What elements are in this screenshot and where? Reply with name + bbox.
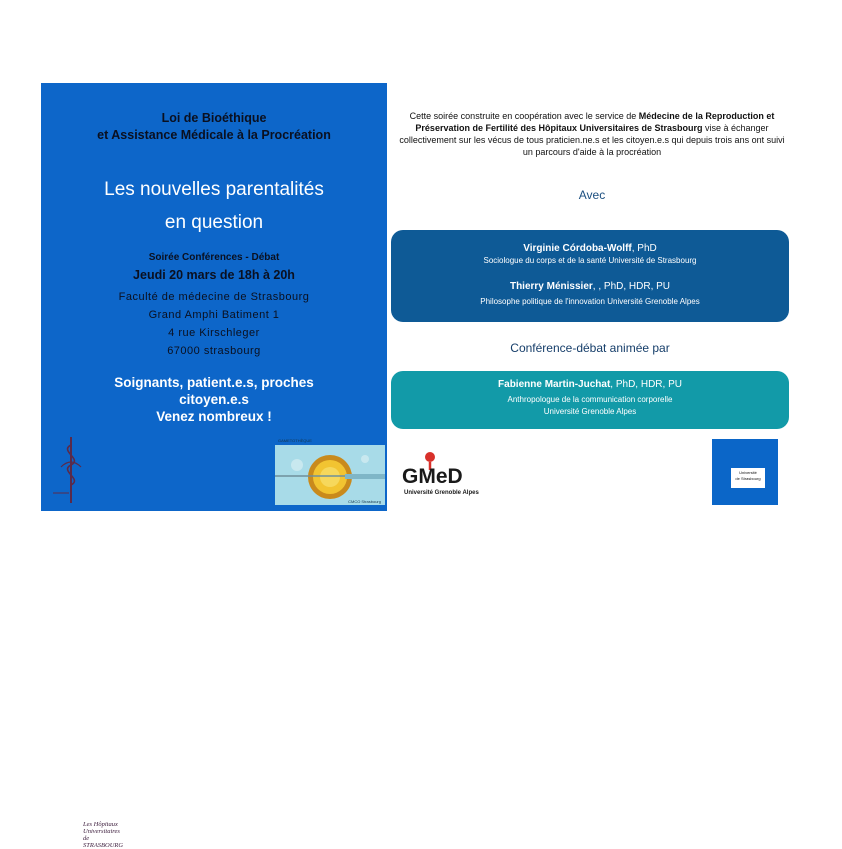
call-line2: citoyen.e.s	[179, 392, 249, 407]
photo-caption-top: GAMETOTHÈQUE	[278, 438, 312, 443]
gimed-logo	[402, 450, 497, 502]
intro-bold-text: Médecine de la Reproduction et Préservation de Fertilité des Hôpitaux Universitaires de Strasbourg	[415, 111, 775, 133]
event-date: Jeudi 20 mars de 18h à 20h	[133, 268, 295, 282]
gimed-subtitle: Université Grenoble Alpes	[404, 490, 479, 496]
speaker-title: , , PhD, HDR, PU	[592, 281, 671, 292]
unistra-text-line: Université	[739, 470, 757, 475]
speaker-role: Sociologue du corps et de la santé Université de Strasbourg	[483, 256, 697, 265]
speaker-entry	[391, 280, 789, 308]
speakers-box	[391, 230, 789, 322]
main-title	[41, 173, 387, 239]
unistra-badge	[731, 468, 765, 488]
photo-caption-bottom: CMCO Strasbourg	[348, 499, 381, 504]
call-line1: Soignants, patient.e.s, proches	[114, 375, 314, 390]
moderator-name-line	[391, 378, 789, 391]
event-type: Soirée Conférences - Débat	[148, 252, 280, 263]
intro-paragraph	[398, 110, 786, 158]
call-to-action	[41, 374, 387, 425]
speaker-role: Philosophe politique de l'innovation Université Grenoble Alpes	[480, 297, 700, 306]
law-title-line1: Loi de Bioéthique	[161, 111, 267, 125]
intro-text: Cette soirée construite en coopération avec le service de	[409, 111, 639, 121]
law-title-line2: et Assistance Médicale à la Procréation	[97, 128, 331, 142]
hus-logo	[49, 433, 129, 849]
moderator-name: Fabienne Martin-Juchat	[498, 379, 611, 390]
speaker-name-line	[391, 280, 789, 293]
speaker-title: , PhD	[631, 243, 657, 254]
address-line: 67000 strasbourg	[167, 345, 261, 357]
unistra-text-line: de Strasbourg	[735, 476, 761, 481]
hus-text-line: Universitaires	[83, 828, 120, 835]
gimed-wordmark: GMeD	[402, 465, 463, 488]
avec-label: Avec	[578, 188, 606, 202]
moderator-heading: Conférence-débat animée par	[510, 341, 670, 355]
law-title	[41, 110, 387, 144]
event-poster-panel	[41, 83, 387, 849]
speaker-entry	[391, 242, 789, 267]
caduceus-icon	[49, 433, 129, 505]
unistra-logo	[712, 439, 778, 505]
event-address	[41, 288, 387, 360]
hus-text-line: Les Hôpitaux	[83, 821, 118, 828]
moderator-affiliation: Université Grenoble Alpes	[543, 407, 637, 416]
address-line: 4 rue Kirschleger	[168, 327, 260, 339]
moderator-role: Anthropologue de la communication corporelle	[507, 395, 673, 404]
hus-logo-text	[83, 821, 129, 849]
speaker-name-line	[391, 242, 789, 255]
call-line3: Venez nombreux !	[156, 409, 272, 424]
speaker-name: Thierry Ménissier	[509, 281, 593, 292]
moderator-entry	[391, 378, 789, 418]
oocyte-illustration	[275, 445, 385, 505]
moderator-box	[391, 371, 789, 429]
oocyte-photo	[275, 438, 385, 505]
address-line: Grand Amphi Batiment 1	[148, 309, 280, 321]
hus-text-line: de STRASBOURG	[83, 835, 124, 849]
main-title-line2: en question	[164, 212, 264, 233]
address-line: Faculté de médecine de Strasbourg	[118, 291, 310, 303]
speaker-name: Virginie Córdoba-Wolff	[523, 243, 632, 254]
moderator-title: , PhD, HDR, PU	[610, 379, 682, 390]
intro-text-end: vise à échanger collectivement sur les vécus de tous praticien.ne.s et les citoyen.e.s qui depuis trois ans ont suivi un parcours d'aide à la procréation	[399, 123, 785, 157]
main-title-line1: Les nouvelles parentalités	[104, 179, 324, 200]
